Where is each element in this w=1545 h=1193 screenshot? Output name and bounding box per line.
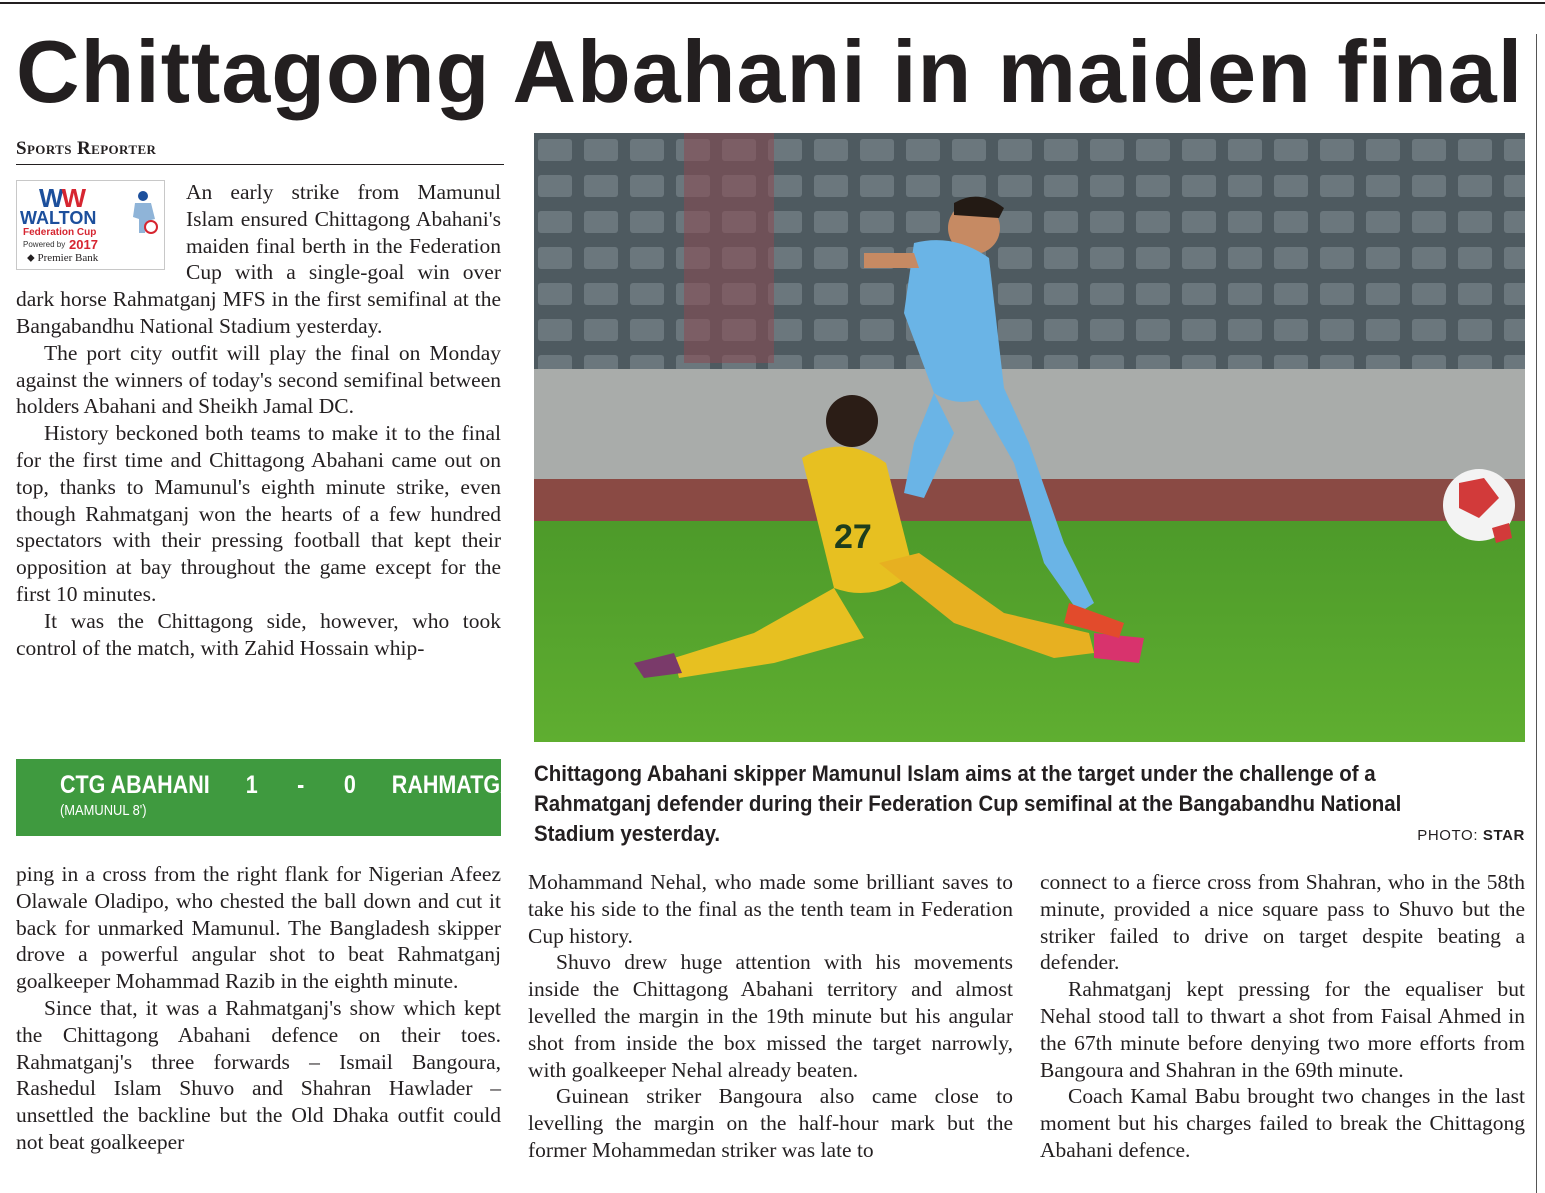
article-column-1-bottom [16,861,501,1156]
red-seats [684,133,774,363]
home-team: CTG ABAHANI [60,771,210,799]
article-paragraph: An early strike from Mamunul Islam ensured Chittagong Abahani's maiden final berth in the Federation Cup with a single-goal win over dark horse Rahmatganj MFS in the first semifinal at the Bangabandhu National Stadium yesterday. [16,180,501,338]
logo-brand: WALTON [20,208,97,228]
logo-year: 2017 [69,237,98,252]
photo-credit [1380,826,1525,846]
byline: Sports Reporter [16,136,504,165]
article-paragraph: History beckoned both teams to make it to the final for the first time and Chittagong Abahani came out on top, thanks to Mamunul's eighth minute strike, even though Rahmatganj won the hearts of a few hundred spectators with their pressing football that kept their opposition at bay throughout the game except for the first 10 minutes. [16,421,501,606]
logo-event: Federation Cup [23,227,97,238]
article-column-3 [1040,869,1525,1164]
logo-spacer [16,179,186,267]
article-paragraph: The port city outfit will play the final on Monday against the winners of today's second semifinal between holders Abahani and Sheikh Jamal DC. [16,340,501,419]
away-team: RAHMATGANJ [391,771,544,799]
article-paragraph: Since that, it was a Rahmatganj's show which kept the Chittagong Abahani defence on their toes. Rahmatganj's three forwards – Ismail Bangoura, Rashedul Islam Shuvo and Shahran Hawlader – unsettled the backline but the Old Dhaka outfit could not beat goalkeeper [16,995,501,1154]
logo-sponsor: ⬥ Premier Bank [27,252,99,264]
match-photo [534,133,1525,742]
article-paragraph: connect to a fierce cross from Shahran, who in the 58th minute, provided a nice square pass to Shuvo but the striker failed to drive on target despite beating a defender. [1040,870,1525,975]
article-paragraph: Rahmatganj kept pressing for the equaliser but Nehal stood tall to thwart a shot from Faisal Ahmed in the 67th minute before denying two more efforts from Bangoura and Shahran in the 69th minute. [1040,977,1525,1082]
column-rule [1536,34,1537,1193]
article-paragraph: Coach Kamal Babu brought two changes in the last moment but his charges failed to break the Chittagong Abahani defence. [1040,1084,1525,1162]
article-paragraph: Mohammand Nehal, who made some brilliant saves to take his side to the final as the tenth team in Federation Cup history. [528,870,1013,948]
goal-scorer: (MAMUNUL 8') [60,802,147,819]
home-score: 1 [245,771,258,799]
scoreboard [16,759,544,836]
photo-caption-text: Chittagong Abahani skipper Mamunul Islam aims at the target under the challenge of a Rahmatganj defender during their Federation Cup semifinal at the Bangabandhu National Stadium yesterday. [534,761,1402,846]
away-score: 0 [343,771,356,799]
photo-credit-source: STAR [1482,827,1525,844]
article-paragraph: Guinean striker Bangoura also came close to levelling the margin on the half-hour mark but the former Mohammedan striker was late to [528,1084,1013,1162]
photo-caption [534,759,1525,849]
logo-powered-by: Powered by [23,240,66,249]
photo-credit-label: PHOTO: [1417,827,1479,844]
article-paragraph: It was the Chittagong side, however, who took control of the match, with Zahid Hossain whip- [16,608,501,660]
walton-w-mark-icon: WW [39,183,85,213]
top-rule [0,2,1545,4]
stadium-stands [534,133,1525,383]
article-paragraph: Shuvo drew huge attention with his movements inside the Chittagong Abahani territory and almost levelled the margin in the 19th minute but his angular shot from inside the box missed the target narrowly, with goalkeeper Nehal already beaten. [528,950,1013,1082]
article-column-1-top [16,179,501,661]
score-separator: - [297,771,305,799]
headline: Chittagong Abahani in maiden final [16,22,1524,121]
article-column-2 [528,869,1013,1164]
score-line [60,771,543,799]
logo-sponsor-name: Premier Bank [37,252,99,264]
article-paragraph: ping in a cross from the right flank for Nigerian Afeez Olawale Oladipo, who chested the ball down and cut it back for unmarked Mamunul. The Bangladesh skipper drove a powerful angular shot to beat Rahmatganj goalkeeper Mohammad Razib in the eighth minute. [16,862,501,994]
jersey-number: 27 [834,518,872,556]
